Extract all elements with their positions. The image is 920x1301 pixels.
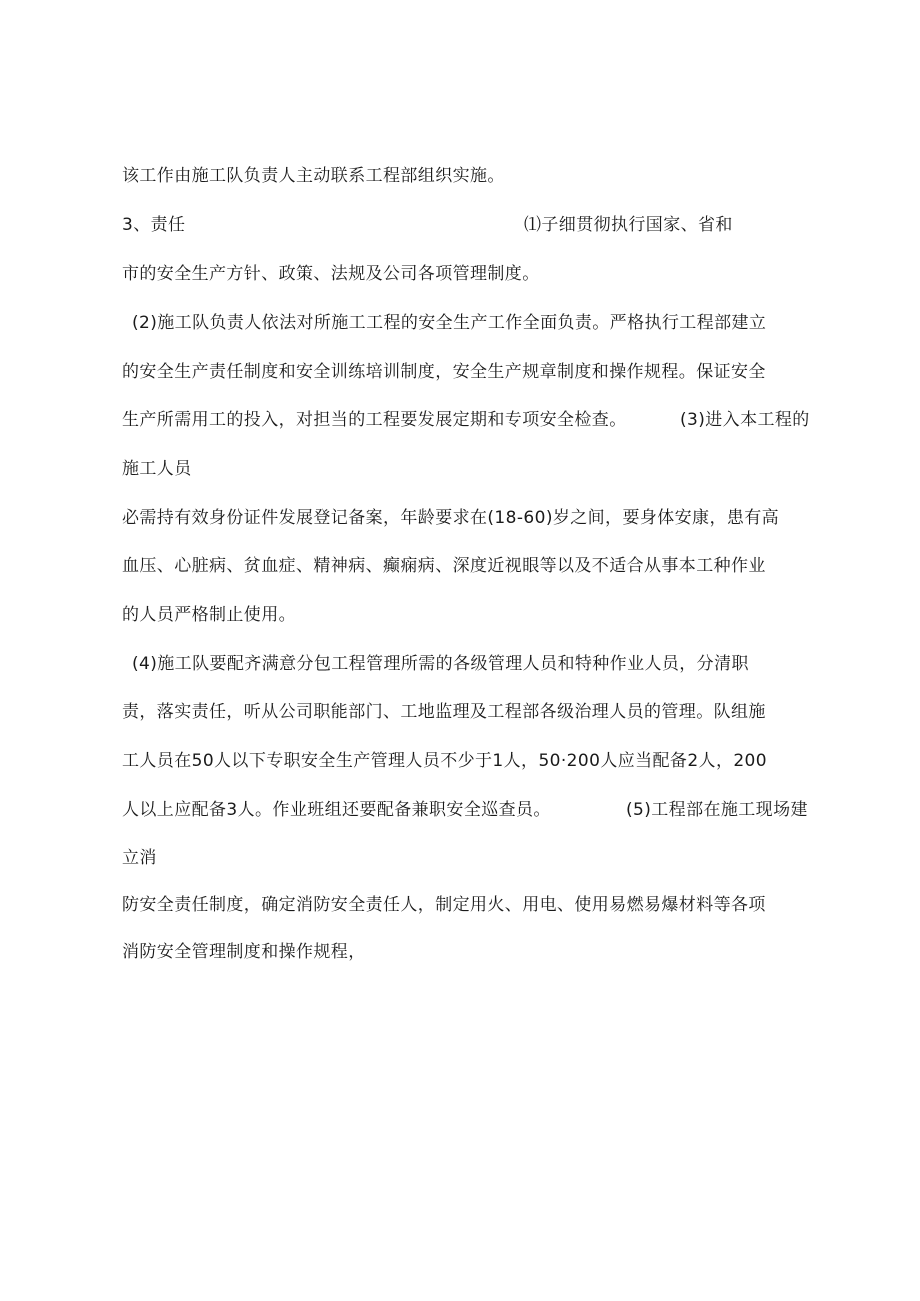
paragraph-line: 责，落实责任，听从公司职能部门、工地监理及工程部各级治理人员的管理。队组施 bbox=[122, 702, 766, 722]
paragraph-line: 该工作由施工队负责人主动联系工程部组织实施。 bbox=[122, 166, 505, 186]
paragraph-line: 的安全生产责任制度和安全训练培训制度，安全生产规章制度和操作规程。保证安全 bbox=[122, 362, 766, 382]
paragraph-line: 施工人员 bbox=[122, 459, 192, 479]
paragraph-line: 工人员在50人以下专职安全生产管理人员不少于1人，50·200人应当配备2人，200 bbox=[122, 751, 767, 771]
paragraph-line: 必需持有效身份证件发展登记备案，年龄要求在(18-60)岁之间，要身体安康，患有高 bbox=[122, 508, 780, 528]
paragraph-line: (3)进入本工程的 bbox=[680, 410, 810, 430]
paragraph-line: 生产所需用工的投入，对担当的工程要发展定期和专项安全检查。 bbox=[122, 410, 627, 430]
paragraph-line: 立消 bbox=[122, 848, 157, 868]
paragraph-line: 的人员严格制止使用。 bbox=[122, 605, 296, 625]
section-heading: 3、责任 bbox=[122, 215, 186, 235]
paragraph-line: (4)施工队要配齐满意分包工程管理所需的各级管理人员和特种作业人员，分清职 bbox=[132, 654, 749, 674]
paragraph-line: (5)工程部在施工现场建 bbox=[626, 800, 808, 820]
paragraph-line: 血压、心脏病、贫血症、精神病、癫痫病、深度近视眼等以及不适合从事本工种作业 bbox=[122, 556, 766, 576]
paragraph-line: (2)施工队负责人依法对所施工工程的安全生产工作全面负责。严格执行工程部建立 bbox=[132, 313, 767, 333]
paragraph-line: 防安全责任制度，确定消防安全责任人，制定用火、用电、使用易燃易爆材料等各项 bbox=[122, 895, 766, 915]
paragraph-line: ⑴子细贯彻执行国家、省和 bbox=[524, 215, 733, 235]
paragraph-line: 市的安全生产方针、政策、法规及公司各项管理制度。 bbox=[122, 264, 540, 284]
paragraph-line: 消防安全管理制度和操作规程， bbox=[122, 942, 366, 962]
paragraph-line: 人以上应配备3人。作业班组还要配备兼职安全巡查员。 bbox=[122, 800, 551, 820]
